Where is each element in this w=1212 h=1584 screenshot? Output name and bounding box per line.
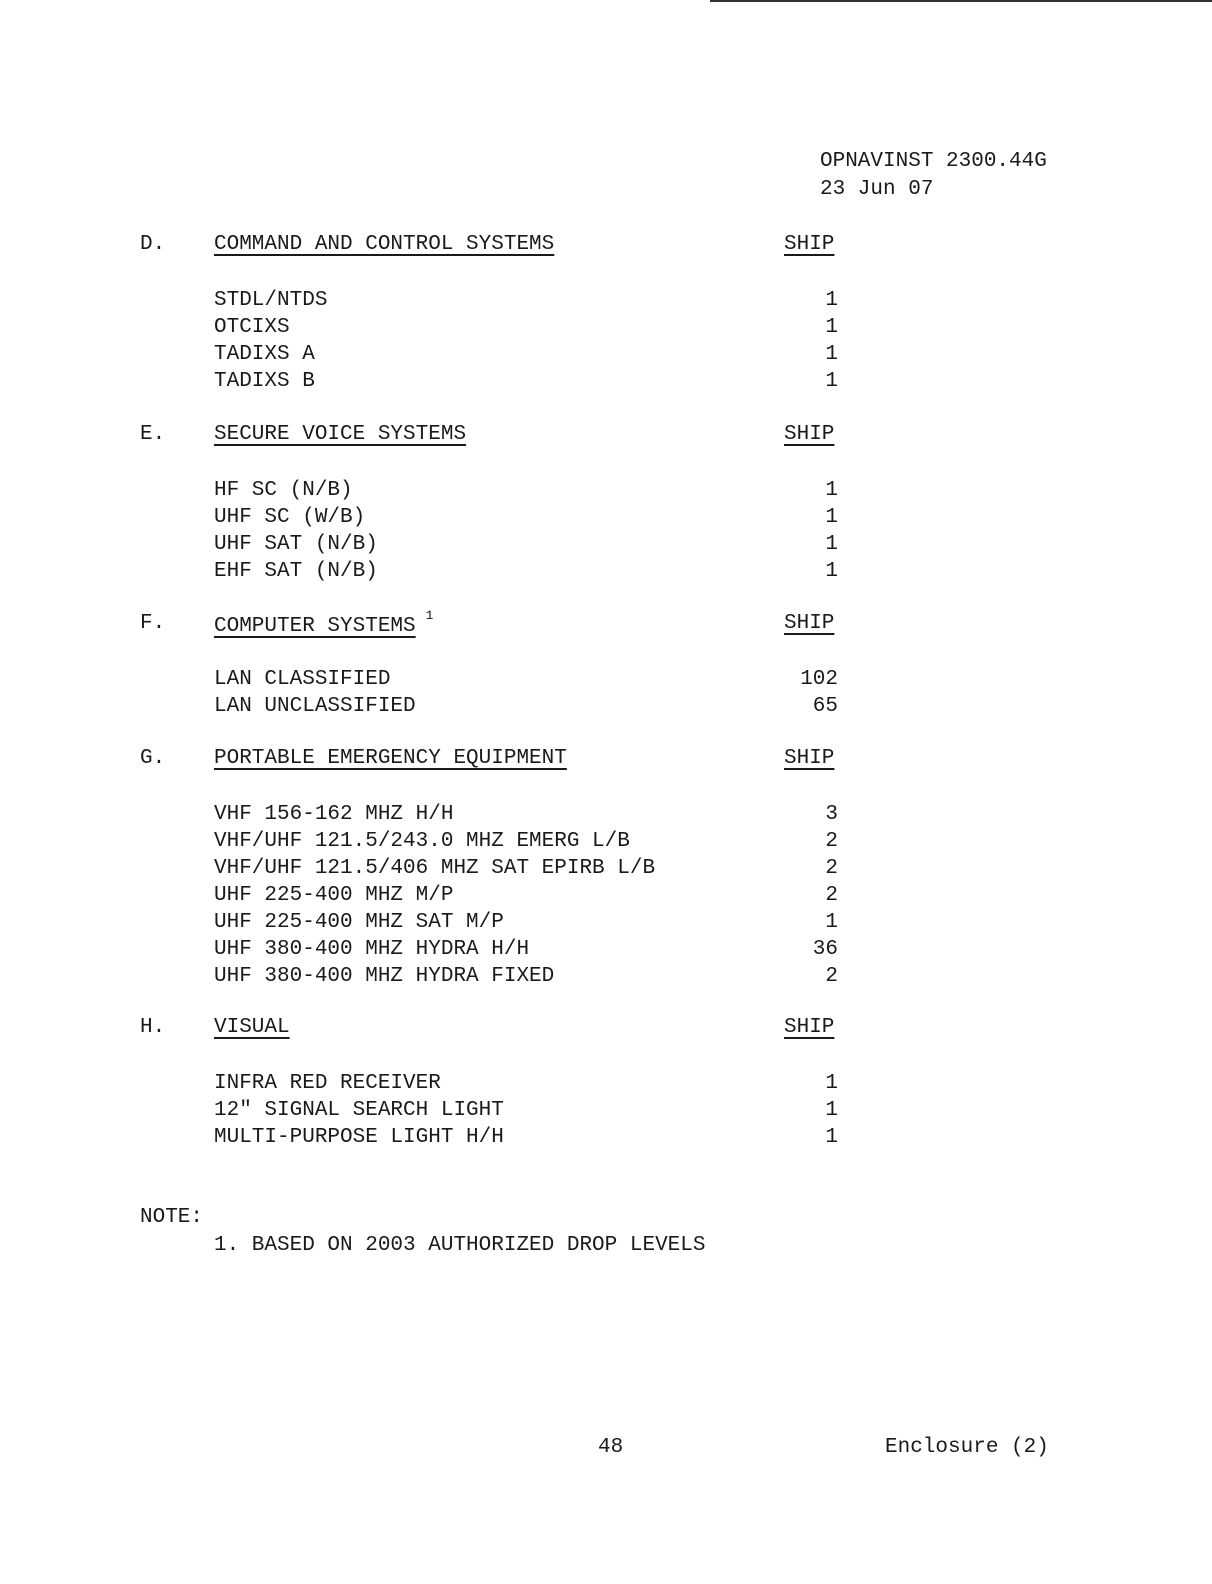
top-edge-rule — [710, 0, 1212, 2]
ship-column-header: SHIP — [784, 612, 835, 635]
section-letter: D. — [140, 233, 166, 256]
item-qty: 65 — [812, 695, 838, 718]
item-qty: 3 — [825, 803, 838, 826]
list-item — [140, 1070, 860, 1097]
item-qty: 2 — [825, 830, 838, 853]
item-qty: 1 — [825, 479, 838, 502]
item-qty: 1 — [825, 533, 838, 556]
item-qty: 1 — [825, 506, 838, 529]
item-qty: 1 — [825, 911, 838, 934]
item-list — [140, 477, 860, 585]
section-letter: H. — [140, 1016, 166, 1039]
item-qty: 1 — [825, 289, 838, 312]
item-qty: 1 — [825, 316, 838, 339]
item-qty: 1 — [825, 343, 838, 366]
note-block — [140, 1204, 705, 1260]
list-item — [140, 314, 860, 341]
section-portable-emergency — [140, 747, 860, 990]
page-number: 48 — [598, 1436, 624, 1459]
item-qty: 1 — [825, 1099, 838, 1122]
section-header — [140, 747, 860, 775]
section-title: VISUAL — [214, 1016, 290, 1039]
item-qty: 36 — [812, 938, 838, 961]
list-item — [140, 477, 860, 504]
item-qty: 1 — [825, 1126, 838, 1149]
ship-column-header: SHIP — [784, 423, 835, 446]
note-label: NOTE: — [140, 1206, 204, 1229]
item-name: VHF/UHF 121.5/406 MHZ SAT EPIRB L/B — [214, 857, 656, 880]
list-item — [140, 828, 860, 855]
item-name: VHF 156-162 MHZ H/H — [214, 803, 454, 826]
list-item — [140, 368, 860, 395]
section-computer-systems — [140, 608, 860, 720]
section-header — [140, 608, 860, 640]
section-title: SECURE VOICE SYSTEMS — [214, 423, 467, 446]
ship-column-header: SHIP — [784, 1016, 835, 1039]
item-name: UHF 225-400 MHZ M/P — [214, 884, 454, 907]
section-header — [140, 1016, 860, 1044]
item-qty: 1 — [825, 560, 838, 583]
item-name: EHF SAT (N/B) — [214, 560, 378, 583]
ship-column-header: SHIP — [784, 233, 835, 256]
item-qty: 2 — [825, 965, 838, 988]
section-letter: F. — [140, 612, 166, 635]
item-qty: 2 — [825, 884, 838, 907]
section-header — [140, 423, 860, 451]
item-list — [140, 801, 860, 990]
list-item — [140, 341, 860, 368]
list-item — [140, 909, 860, 936]
item-name: TADIXS A — [214, 343, 315, 366]
item-qty: 1 — [825, 1072, 838, 1095]
list-item — [140, 558, 860, 585]
list-item — [140, 882, 860, 909]
list-item — [140, 936, 860, 963]
item-name: VHF/UHF 121.5/243.0 MHZ EMERG L/B — [214, 830, 630, 853]
item-name: INFRA RED RECEIVER — [214, 1072, 441, 1095]
list-item — [140, 963, 860, 990]
section-letter: E. — [140, 423, 166, 446]
list-item — [140, 801, 860, 828]
note-item: 1. BASED ON 2003 AUTHORIZED DROP LEVELS — [214, 1234, 706, 1257]
section-title: PORTABLE EMERGENCY EQUIPMENT — [214, 747, 567, 770]
item-list — [140, 666, 860, 720]
section-title-text: COMPUTER SYSTEMS — [214, 615, 416, 638]
item-name: UHF 380-400 MHZ HYDRA H/H — [214, 938, 530, 961]
list-item — [140, 287, 860, 314]
item-list — [140, 287, 860, 395]
item-name: MULTI-PURPOSE LIGHT H/H — [214, 1126, 504, 1149]
item-name: OTCIXS — [214, 316, 290, 339]
item-name: UHF SC (W/B) — [214, 506, 366, 529]
item-name: TADIXS B — [214, 370, 315, 393]
item-name: 12″ SIGNAL SEARCH LIGHT — [214, 1099, 504, 1122]
document-header — [820, 148, 1047, 204]
enclosure-label: Enclosure (2) — [885, 1436, 1049, 1459]
list-item — [140, 855, 860, 882]
item-name: HF SC (N/B) — [214, 479, 353, 502]
item-name: UHF SAT (N/B) — [214, 533, 378, 556]
doc-id: OPNAVINST 2300.44G — [820, 150, 1047, 173]
section-visual — [140, 1016, 860, 1151]
item-name: LAN CLASSIFIED — [214, 668, 391, 691]
section-secure-voice — [140, 423, 860, 585]
section-letter: G. — [140, 747, 166, 770]
item-name: UHF 380-400 MHZ HYDRA FIXED — [214, 965, 555, 988]
list-item — [140, 693, 860, 720]
item-name: LAN UNCLASSIFIED — [214, 695, 416, 718]
list-item — [140, 1124, 860, 1151]
section-title — [214, 608, 434, 638]
doc-date: 23 Jun 07 — [820, 178, 934, 201]
list-item — [140, 504, 860, 531]
list-item — [140, 666, 860, 693]
item-name: UHF 225-400 MHZ SAT M/P — [214, 911, 504, 934]
item-qty: 2 — [825, 857, 838, 880]
item-list — [140, 1070, 860, 1151]
ship-column-header: SHIP — [784, 747, 835, 770]
item-qty: 1 — [825, 370, 838, 393]
item-name: STDL/NTDS — [214, 289, 328, 312]
footnote-marker: 1 — [425, 608, 434, 623]
item-qty: 102 — [800, 668, 838, 691]
section-title: COMMAND AND CONTROL SYSTEMS — [214, 233, 555, 256]
section-header — [140, 233, 860, 261]
list-item — [140, 531, 860, 558]
list-item — [140, 1097, 860, 1124]
section-command-and-control — [140, 233, 860, 395]
